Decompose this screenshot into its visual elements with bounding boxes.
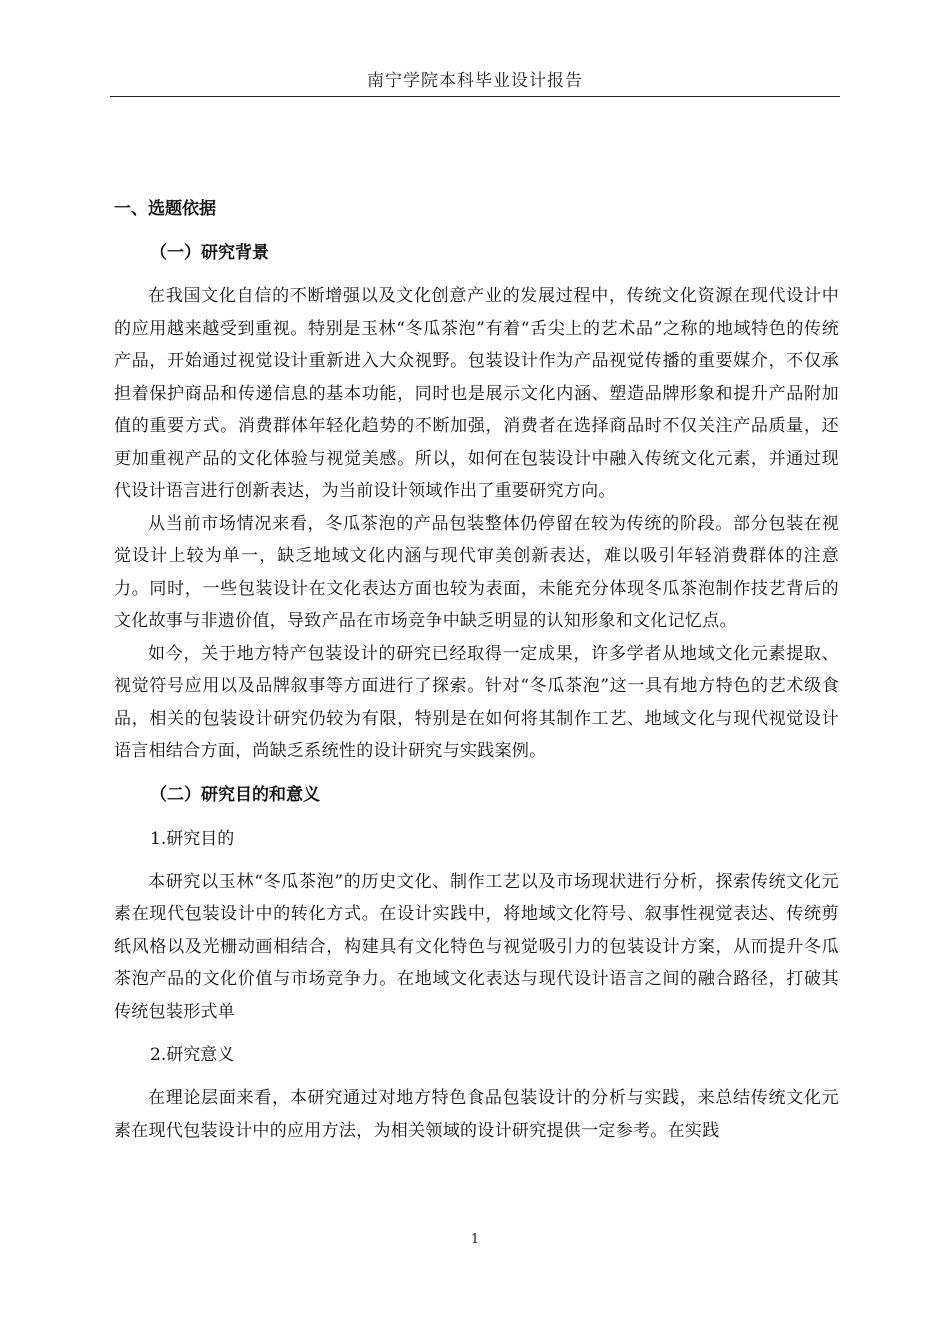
- section-heading: 一、选题依据: [114, 199, 216, 219]
- header-divider: [110, 96, 840, 97]
- paragraph-research-significance: 在理论层面来看，本研究通过对地方特色食品包装设计的分析与实践，来总结传统文化元素在现代包装设计中的应用方法，为相关领域的设计研究提供一定参考。在实践: [114, 1088, 839, 1141]
- paragraph-research-purpose: 本研究以玉林“冬瓜茶泡”的历史文化、制作工艺以及市场现状进行分析，探索传统文化元素在现代包装设计中的转化方式。在设计实践中，将地域文化符号、叙事性视觉表达、传统剪纸风格以及光栅动画相结合，构建具有文化特色与视觉吸引力的包装设计方案，从而提升冬瓜茶泡产品的文化价值与市场竞争力。在地域文化表达与现代设计语言之间的融合路径，打破其传统包装形式单: [114, 871, 839, 1022]
- subsection-heading-purpose-significance: （二）研究目的和意义: [150, 784, 320, 805]
- heading-research-purpose: 1.研究目的: [150, 828, 235, 849]
- paragraph-background-1: 在我国文化自信的不断增强以及文化创意产业的发展过程中，传统文化资源在现代设计中的应用越来越受到重视。特别是玉林“冬瓜茶泡”有着“舌尖上的艺术品”之称的地域特色的传统产品，开始通过视觉设计重新进入大众视野。包装设计作为产品视觉传播的重要媒介，不仅承担着保护商品和传递信息的基本功能，同时也是展示文化内涵、塑造品牌形象和提升产品附加值的重要方式。消费群体年轻化趋势的不断加强，消费者在选择商品时不仅关注产品质量，还更加重视产品的文化体验与视觉美感。所以，如何在包装设计中融入传统文化元素，并通过现代设计语言进行创新表达，为当前设计领域作出了重要研究方向。: [114, 286, 839, 501]
- paragraph-background-2: 从当前市场情况来看，冬瓜茶泡的产品包装整体仍停留在较为传统的阶段。部分包装在视觉设计上较为单一，缺乏地域文化内涵与现代审美创新表达，难以吸引年轻消费群体的注意力。同时，一些包装设计在文化表达方面也较为表面，未能充分体现冬瓜茶泡制作技艺背后的文化故事与非遗价值，导致产品在市场竞争中缺乏明显的认知形象和文化记忆点。: [114, 513, 839, 631]
- heading-research-significance: 2.研究意义: [150, 1045, 235, 1065]
- paragraph-background-3: 如今，关于地方特产包装设计的研究已经取得一定成果，许多学者从地域文化元素提取、视觉符号应用以及品牌叙事等方面进行了探索。针对“冬瓜茶泡”这一具有地方特色的艺术级食品，相关的包装设计研究仍较为有限，特别是在如何将其制作工艺、地域文化与现代视觉设计语言相结合方面，尚缺乏系统性的设计研究与实践案例。: [114, 643, 839, 761]
- page-header: 南宁学院本科毕业设计报告: [367, 71, 583, 91]
- page-number: 1: [470, 1232, 480, 1247]
- subsection-heading-background: （一）研究背景: [150, 243, 269, 263]
- page-body: [114, 192, 839, 1147]
